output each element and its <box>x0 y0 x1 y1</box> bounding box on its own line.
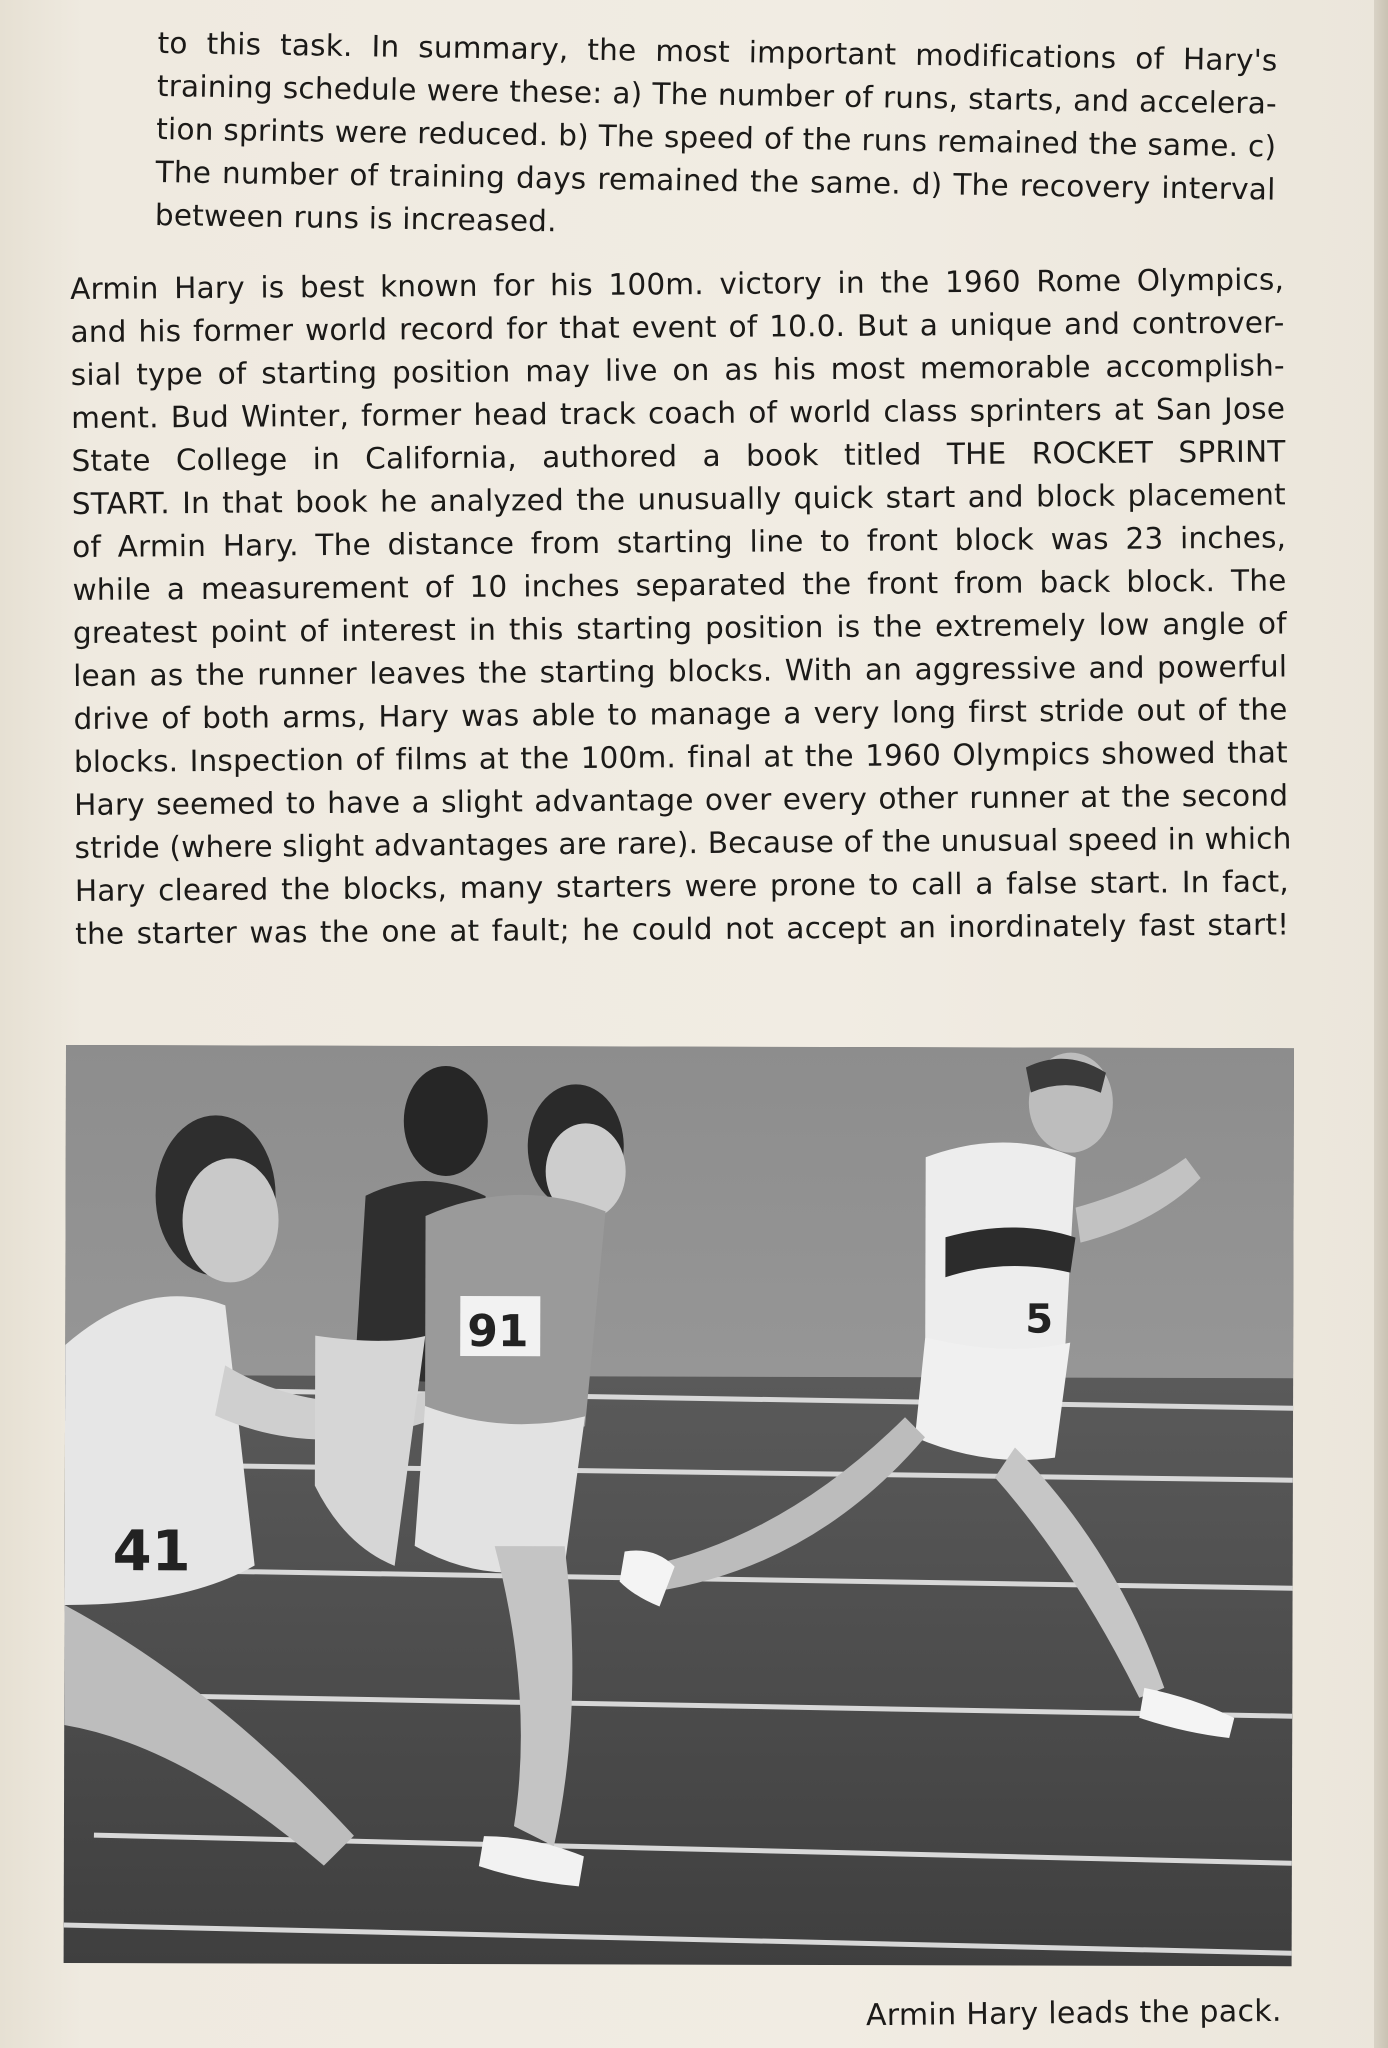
text-line: State College in California, authored a book titled THE ROCKET SPRINT <box>71 434 1286 478</box>
photo-sprinters-race <box>64 1045 1294 1966</box>
bib-number-5: 5 <box>1025 1296 1054 1343</box>
text-line: to this task. In summary, the most important modifications of Hary's <box>157 25 1278 78</box>
text-line: while a measurement of 10 inches separated the front from back block. The <box>72 563 1287 607</box>
text-line: blocks. Inspection of films at the 100m. final at the 1960 Olympics showed that <box>73 735 1288 779</box>
paragraph-armin-hary <box>70 258 1292 956</box>
text-line: Hary cleared the blocks, many starters were prone to call a false start. In fact, <box>74 864 1289 908</box>
text-line: greatest point of interest in this starting position is the extremely low angle of <box>72 606 1287 650</box>
text-line: sial type of starting position may live on as his most memorable accomplish- <box>70 348 1285 392</box>
text-line: The number of training days remained the same. d) The recovery interval <box>155 154 1276 207</box>
text-line: and his former world record for that event of 10.0. But a unique and controver- <box>70 305 1285 349</box>
photo-illustration <box>64 1045 1294 1966</box>
bib-number-91: 91 <box>467 1306 529 1358</box>
text-line: drive of both arms, Hary was able to manage a very long first stride out of the <box>73 692 1288 736</box>
bib-number-41: 41 <box>112 1519 191 1585</box>
text-line: tion sprints were reduced. b) The speed of the runs remained the same. c) <box>156 111 1277 164</box>
text-line: ment. Bud Winter, former head track coach of world class sprinters at San Jose <box>71 391 1286 435</box>
text-line: START. In that book he analyzed the unusually quick start and block placement <box>71 477 1286 521</box>
text-line: Armin Hary is best known for his 100m. victory in the 1960 Rome Olympics, <box>70 262 1285 306</box>
text-line: between runs is increased. <box>154 197 557 239</box>
text-line: training schedule were these: a) The number of runs, starts, and accelera- <box>156 68 1278 121</box>
page-edge <box>1374 0 1388 2048</box>
text-line: of Armin Hary. The distance from starting line to front block was 23 inches, <box>72 520 1287 564</box>
text-line: stride (where slight advantages are rare). Because of the unusual speed in which <box>74 821 1292 865</box>
paragraph-training-summary <box>155 22 1278 255</box>
photo-caption: Armin Hary leads the pack. <box>866 1993 1283 2034</box>
text-line: Hary seemed to have a slight advantage over every other runner at the second <box>74 778 1289 822</box>
text-line: the starter was the one at fault; he could not accept an inordinately fast start! <box>75 907 1290 951</box>
text-line: lean as the runner leaves the starting blocks. With an aggressive and powerful <box>73 649 1288 693</box>
